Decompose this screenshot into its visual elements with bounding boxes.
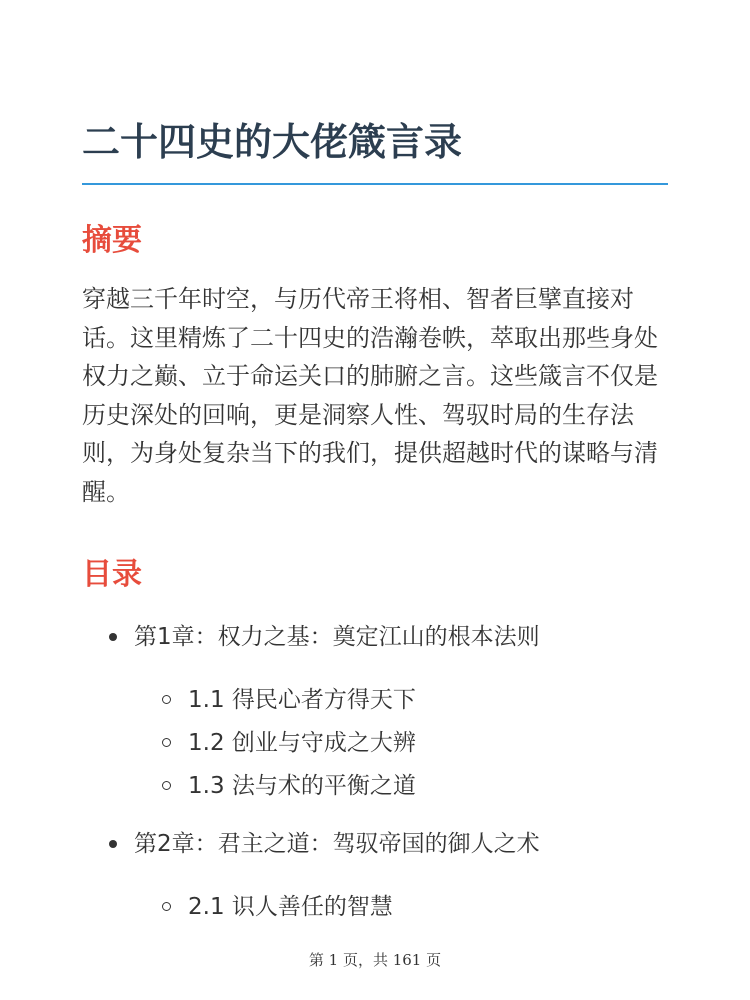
toc-section-label: 1.3 法与术的平衡之道 bbox=[188, 773, 416, 799]
abstract-paragraph: 穿越三千年时空，与历代帝王将相、智者巨擘直接对话。这里精炼了二十四史的浩瀚卷帙，萃取出那些身处权力之巅、立于命运关口的肺腑之言。这些箴言不仅是历史深处的回响，更是洞察人性、驾驭时局的生存法则，为身处复杂当下的我们，提供超越时代的谋略与清醒。 bbox=[82, 285, 658, 506]
toc-section-label: 1.2 创业与守成之大辨 bbox=[188, 730, 416, 756]
title-divider bbox=[82, 183, 668, 185]
toc-chapter-2-sections bbox=[82, 886, 702, 929]
toc-heading: 目录 bbox=[82, 557, 142, 592]
toc-chapter-label: 第1章：权力之基：奠定江山的根本法则 bbox=[134, 624, 540, 650]
document-title: 二十四史的大佬箴言录 bbox=[82, 120, 463, 164]
abstract-heading: 摘要 bbox=[82, 223, 142, 258]
circle-bullet-icon bbox=[162, 738, 171, 747]
toc-chapter-2[interactable] bbox=[82, 822, 702, 866]
table-of-contents bbox=[82, 615, 702, 943]
circle-bullet-icon bbox=[162, 781, 171, 790]
toc-section-1-1[interactable] bbox=[82, 679, 702, 722]
bullet-icon bbox=[109, 633, 117, 641]
toc-section-label: 1.1 得民心者方得天下 bbox=[188, 687, 416, 713]
toc-section-1-3[interactable] bbox=[82, 765, 702, 808]
circle-bullet-icon bbox=[162, 695, 171, 704]
toc-chapter-1[interactable] bbox=[82, 615, 702, 659]
bullet-icon bbox=[109, 840, 117, 848]
toc-section-2-1[interactable] bbox=[82, 886, 702, 929]
toc-section-1-2[interactable] bbox=[82, 722, 702, 765]
toc-section-label: 2.1 识人善任的智慧 bbox=[188, 894, 393, 920]
toc-chapter-label: 第2章：君主之道：驾驭帝国的御人之术 bbox=[134, 831, 540, 857]
page-number-footer: 第 1 页，共 161 页 bbox=[308, 951, 442, 969]
circle-bullet-icon bbox=[162, 902, 171, 911]
toc-chapter-1-sections bbox=[82, 679, 702, 808]
